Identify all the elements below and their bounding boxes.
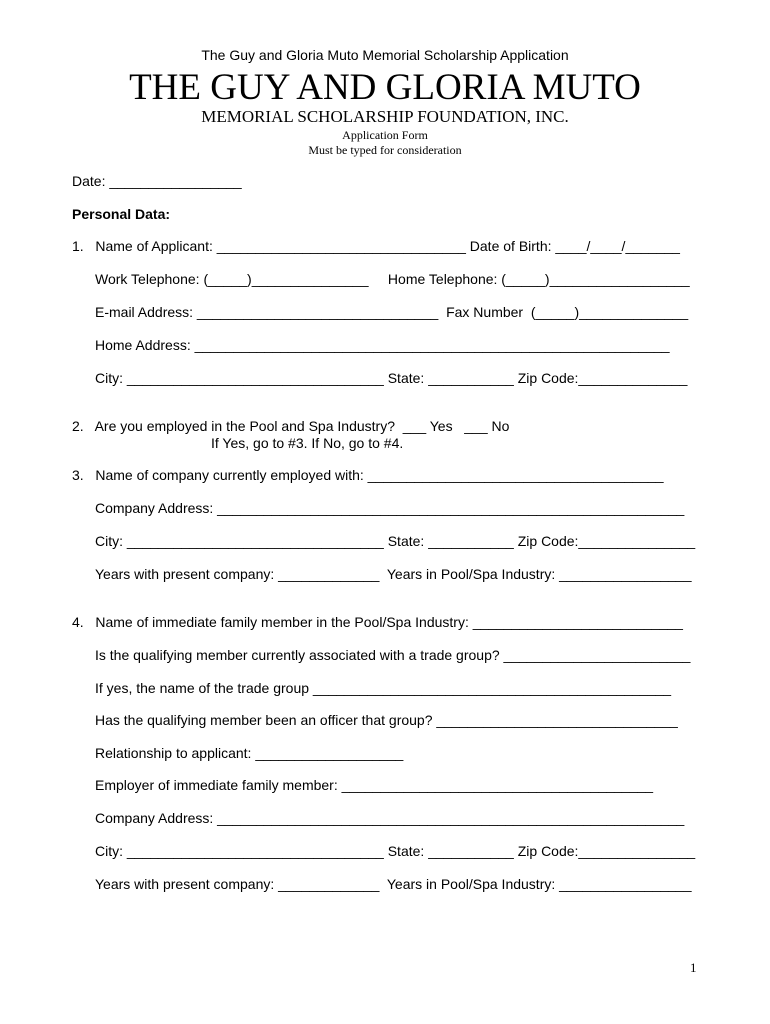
current-company-field[interactable]: 3. Name of company currently employed with: ______________________________________ <box>72 467 664 483</box>
family-member-field[interactable]: 4. Name of immediate family member in the Pool/Spa Industry: ___________________________ <box>72 614 683 630</box>
trade-group-question[interactable]: Is the qualifying member currently associated with a trade group? ________________________ <box>95 647 691 663</box>
company-years-fields[interactable]: Years with present company: _____________ Years in Pool/Spa Industry: _________________ <box>95 566 692 582</box>
employment-instruction: If Yes, go to #3. If No, go to #4. <box>211 435 404 451</box>
telephone-fields[interactable]: Work Telephone: (_____)_______________ Home Telephone: (_____)__________________ <box>95 271 690 287</box>
family-years-fields[interactable]: Years with present company: _____________ Years in Pool/Spa Industry: _________________ <box>95 876 692 892</box>
running-title: The Guy and Gloria Muto Memorial Scholarship Application <box>201 47 569 63</box>
trade-group-name-field[interactable]: If yes, the name of the trade group ______________________________________________ <box>95 680 672 696</box>
city-state-zip-fields[interactable]: City: _________________________________ State: ___________ Zip Code:______________ <box>95 370 688 386</box>
form-label: Application Form <box>342 128 428 142</box>
company-city-state-zip-fields[interactable]: City: _________________________________ State: ___________ Zip Code:_______________ <box>95 533 696 549</box>
section-title: Personal Data: <box>72 206 171 222</box>
typed-note: Must be typed for consideration <box>308 143 462 157</box>
subtitle: MEMORIAL SCHOLARSHIP FOUNDATION, INC. <box>201 107 569 126</box>
home-address-field[interactable]: Home Address: _____________________________________________________________ <box>95 337 670 353</box>
company-address-field[interactable]: Company Address: ____________________________________________________________ <box>95 500 685 516</box>
family-employer-field[interactable]: Employer of immediate family member: ________________________________________ <box>95 777 654 793</box>
date-field[interactable]: Date: _________________ <box>72 173 242 189</box>
email-fax-fields[interactable]: E-mail Address: _______________________________ Fax Number (_____)______________ <box>95 304 689 320</box>
applicant-name-dob-fields[interactable]: 1. Name of Applicant: ________________________________ Date of Birth: ____/____/_______ <box>72 238 680 254</box>
relationship-field[interactable]: Relationship to applicant: ___________________ <box>95 745 404 761</box>
family-city-state-zip-fields[interactable]: City: _________________________________ State: ___________ Zip Code:_______________ <box>95 843 696 859</box>
officer-question[interactable]: Has the qualifying member been an officer that group? _______________________________ <box>95 712 678 728</box>
main-title: THE GUY AND GLORIA MUTO <box>129 67 641 108</box>
employment-question[interactable]: 2. Are you employed in the Pool and Spa Industry? ___ Yes ___ No <box>72 418 510 434</box>
page-number: 1 <box>690 960 697 975</box>
family-company-address-field[interactable]: Company Address: ____________________________________________________________ <box>95 810 685 826</box>
